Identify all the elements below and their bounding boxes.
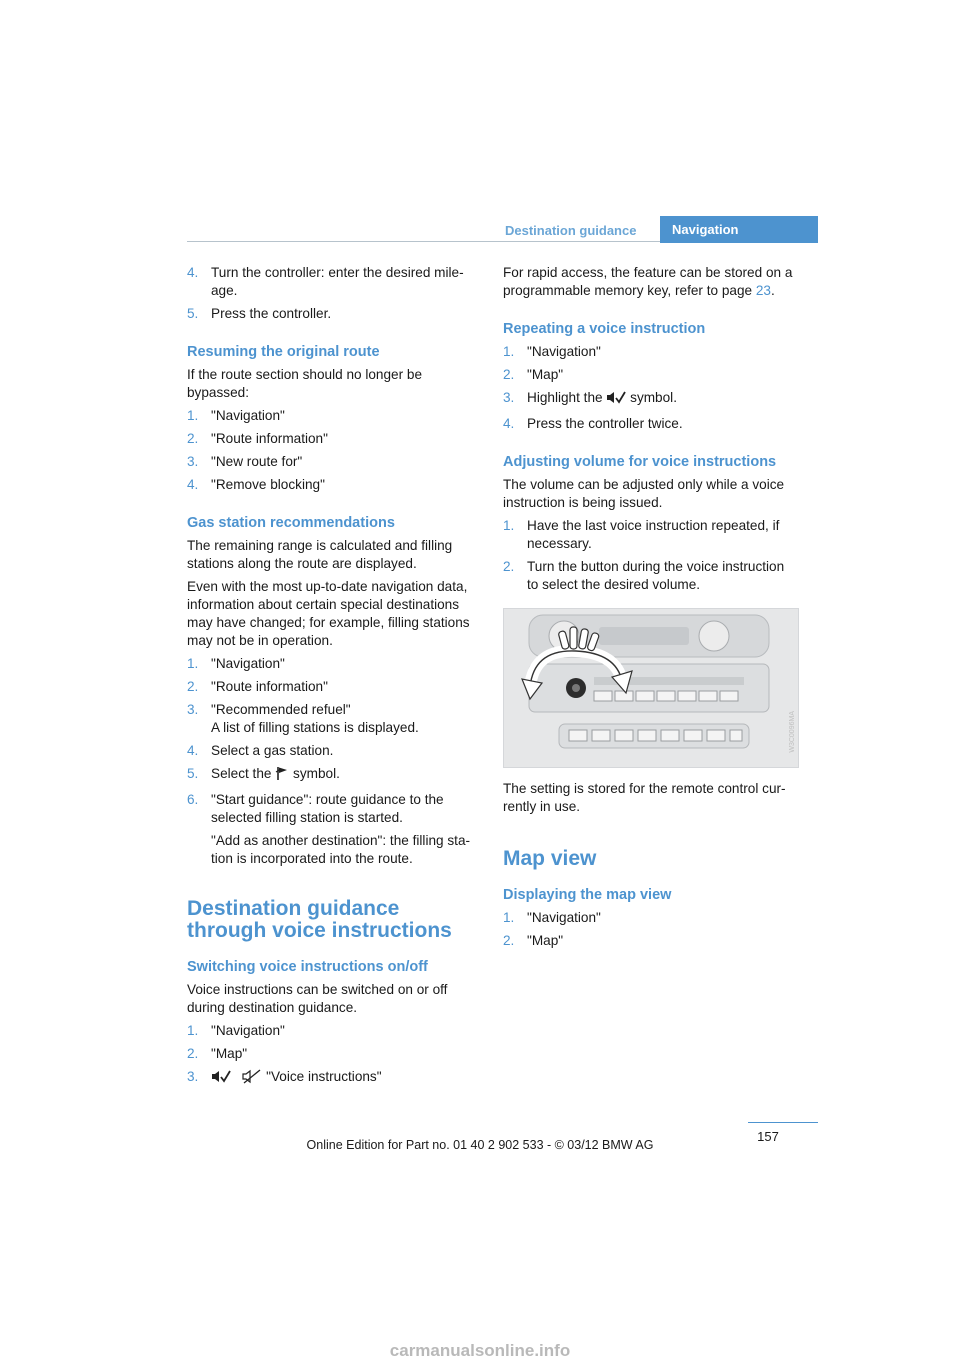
list-item: 4. Select a gas station.	[187, 743, 334, 758]
right-column	[503, 264, 795, 955]
list-item: 4. Turn the controller: enter the desired mile-age.	[187, 265, 464, 298]
stored-text: The setting is stored for the remote control cur-rently in use.	[503, 781, 786, 814]
list-item: 2. Turn the button during the voice instruction to select the desired volume.	[503, 559, 785, 592]
header-section-title: Destination guidance	[505, 223, 637, 238]
list-item: 4. Press the controller twice.	[503, 416, 683, 431]
voice-steps	[187, 1022, 479, 1089]
watermark: carmanualsonline.info	[389, 1341, 571, 1360]
speaker-on-icon	[606, 390, 626, 410]
list-item: 1. "Navigation"	[187, 1023, 285, 1038]
header-chapter-tab: Navigation	[660, 216, 818, 243]
footer-edition: Online Edition for Part no. 01 40 2 902 533 - © 03/12 BMW AG	[306, 1138, 654, 1152]
page-number: 157	[757, 1129, 779, 1144]
gas-text-1: The remaining range is calculated and filling stations along the route are displayed.	[187, 538, 453, 571]
list-item: 3. "Recommended refuel" A list of filling stations is displayed.	[187, 702, 419, 735]
list-item: 1. "Navigation"	[187, 408, 285, 423]
list-item: 5. Press the controller.	[187, 306, 332, 321]
list-item: 2. "Map"	[503, 367, 564, 382]
figure-code: W3C0096MA	[789, 711, 796, 753]
map-steps	[503, 909, 795, 950]
volume-heading: Adjusting volume for voice instructions	[503, 454, 777, 470]
list-item: 6. "Start guidance": route guidance to the selected filling station is started. "Add as another destination": the filling sta-tion is incorporated into the route.	[187, 792, 471, 866]
map-view-heading: Map view	[503, 847, 597, 870]
gas-text-2: Even with the most up-to-date navigation data, information about certain special destinations may have changed; for example, filling stations may not be in operation.	[187, 579, 470, 648]
voice-heading: Destination guidance through voice instructions	[187, 897, 452, 942]
list-item: 3. Highlight the symbol.	[503, 389, 795, 410]
dashboard-drawing	[504, 609, 798, 767]
list-item: 1. "Navigation"	[187, 656, 285, 671]
list-item: 5. Select the symbol.	[187, 765, 479, 786]
list-item: 2. "Map"	[503, 933, 564, 948]
resume-heading: Resuming the original route	[187, 344, 380, 360]
left-column	[187, 264, 479, 1094]
speaker-off-icon	[242, 1069, 262, 1089]
list-item: 3. "New route for"	[187, 454, 303, 469]
map-view-subheading: Displaying the map view	[503, 887, 672, 903]
voice-text: Voice instructions can be switched on or off during destination guidance.	[187, 982, 448, 1015]
resume-text: If the route section should no longer be bypassed:	[187, 367, 423, 400]
list-item: 2. "Route information"	[187, 679, 328, 694]
repeat-steps	[503, 343, 795, 433]
voice-switch-heading: Switching voice instructions on/off	[187, 959, 428, 975]
intro-steps	[187, 264, 479, 323]
list-item: 1. "Navigation"	[503, 344, 601, 359]
list-item: 2. "Route information"	[187, 431, 328, 446]
resume-steps	[187, 407, 479, 494]
page-number-rule	[748, 1122, 818, 1123]
list-item: 3. "Voice instructions"	[187, 1068, 479, 1089]
repeat-heading: Repeating a voice instruction	[503, 321, 706, 337]
list-item: 1. Have the last voice instruction repeated, if necessary.	[503, 518, 780, 551]
volume-knob-illustration	[503, 608, 799, 768]
page-link[interactable]: 23	[755, 283, 771, 298]
list-item: 4. "Remove blocking"	[187, 477, 325, 492]
speaker-on-icon	[211, 1069, 231, 1089]
gas-heading: Gas station recommendations	[187, 515, 395, 531]
volume-steps	[503, 517, 795, 594]
volume-text: The volume can be adjusted only while a voice instruction is being issued.	[503, 477, 785, 510]
flag-icon	[275, 766, 289, 786]
gas-steps	[187, 655, 479, 868]
rapid-access-text: For rapid access, the feature can be stored on a programmable memory key, refer to page 23.	[503, 265, 793, 298]
list-item: 2. "Map"	[187, 1046, 248, 1061]
list-item: 1. "Navigation"	[503, 910, 601, 925]
header-rule	[187, 241, 660, 242]
